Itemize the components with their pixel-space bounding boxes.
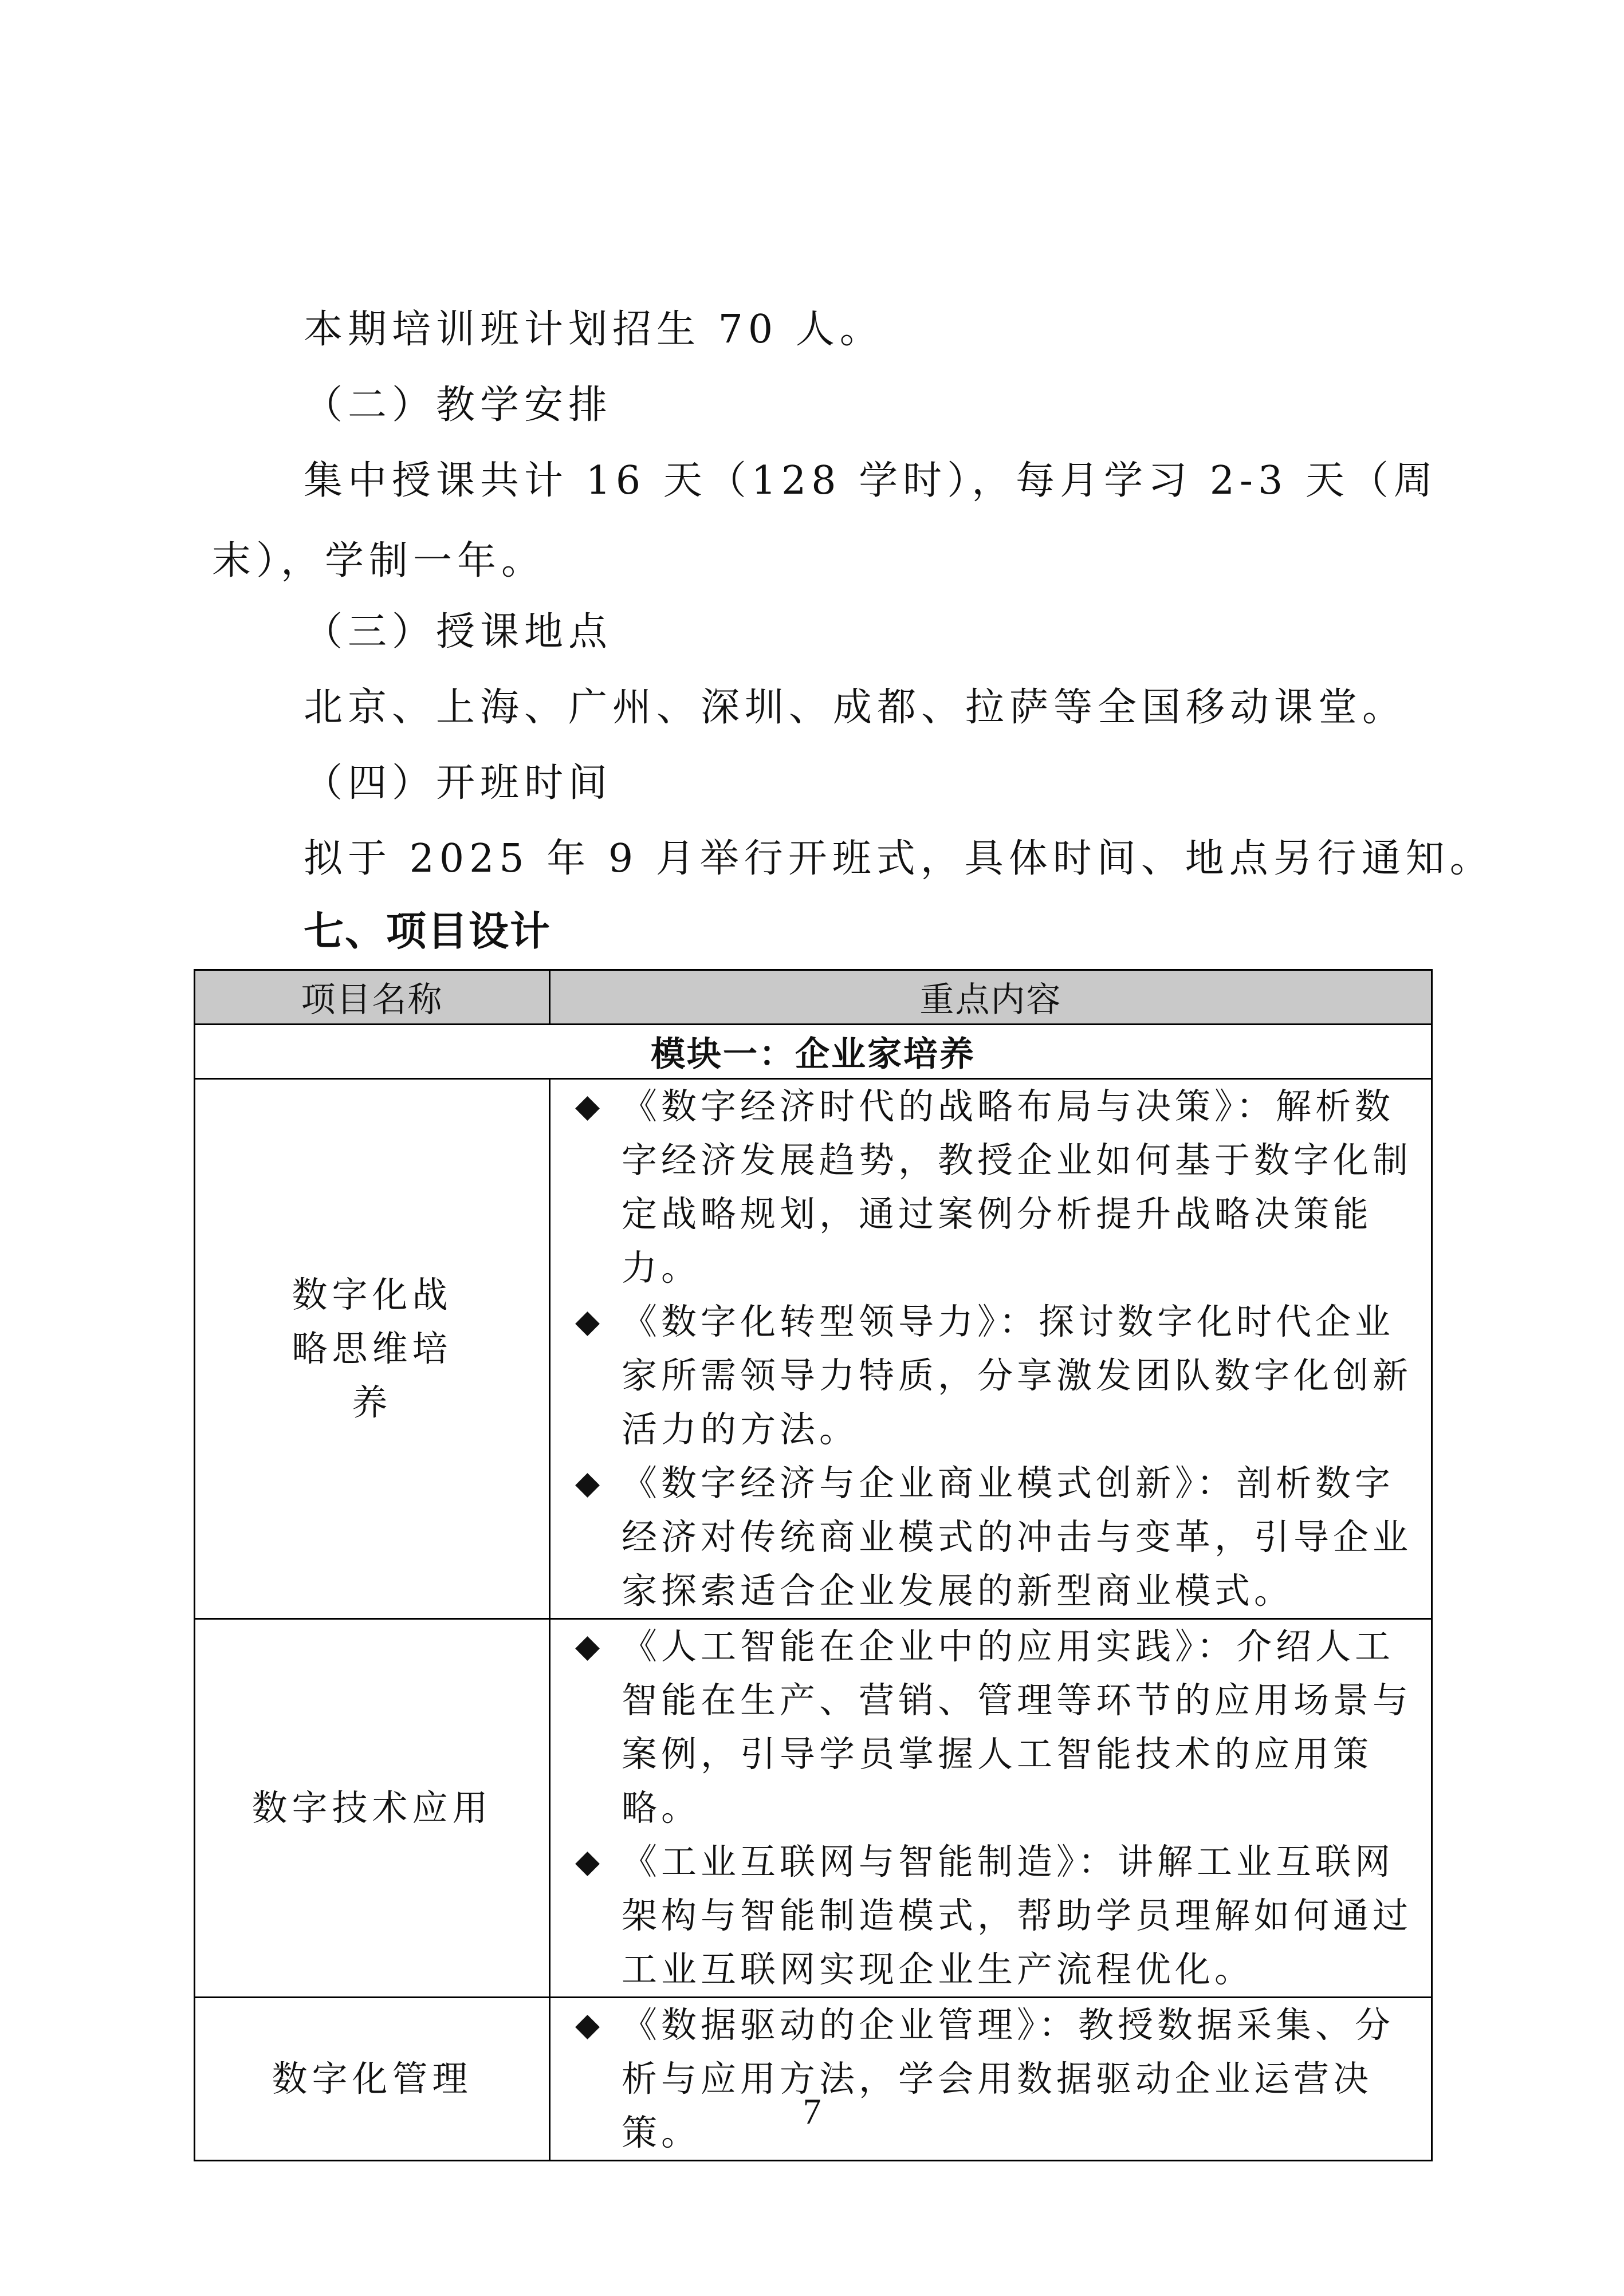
- header-key-content: 重点内容: [550, 970, 1432, 1025]
- section-heading-project-design: 七、项目设计: [304, 908, 551, 955]
- opening-time-paragraph: 拟于 2025 年 9 月举行开班式，具体时间、地点另行通知。: [304, 836, 1494, 881]
- diamond-bullet-icon: ◆: [575, 1088, 604, 1125]
- table-row: [195, 1079, 1432, 1619]
- content-item: [550, 1456, 1431, 1618]
- diamond-bullet-icon: ◆: [575, 2006, 604, 2043]
- content-item-text: 《工业互联网与智能制造》：讲解工业互联网架构与智能制造模式，帮助学员理解如何通过工业互联网实现企业生产流程优化。: [622, 1841, 1413, 1990]
- project-name-cell: [195, 1079, 550, 1619]
- content-cell: [550, 1079, 1432, 1619]
- table-header-row: [195, 970, 1432, 1025]
- heading-teaching-location: （三）授课地点: [304, 609, 613, 655]
- enrollment-paragraph: 本期培训班计划招生 70 人。: [304, 307, 884, 352]
- table-row: [195, 1619, 1432, 1998]
- diamond-bullet-icon: ◆: [575, 1843, 604, 1880]
- diamond-bullet-icon: ◆: [575, 1464, 604, 1502]
- teaching-location-paragraph: 北京、上海、广州、深圳、成都、拉萨等全国移动课堂。: [304, 685, 1407, 730]
- page-number: 7: [803, 2091, 821, 2132]
- table-row: [195, 1998, 1432, 2161]
- content-item-text: 《数字经济与企业商业模式创新》：剖析数字经济对传统商业模式的冲击与变革，引导企业家探索适合企业发展的新型商业模式。: [622, 1462, 1413, 1612]
- heading-teaching-arrangement: （二）教学安排: [304, 383, 613, 428]
- teaching-arrangement-paragraph: 集中授课共计 16 天（128 学时），每月学习 2-3 天（周末），学制一年。: [212, 458, 1438, 584]
- content-item: [550, 1295, 1431, 1456]
- content-item: [550, 1998, 1431, 2160]
- heading-opening-time: （四）开班时间: [304, 761, 613, 806]
- diamond-bullet-icon: ◆: [575, 1303, 604, 1340]
- project-name-text: 数字化战略思维培养: [292, 1274, 453, 1423]
- project-design-table: [194, 969, 1433, 2161]
- content-item-text: 《数字经济时代的战略布局与决策》：解析数字经济发展趋势，教授企业如何基于数字化制定战略规划，通过案例分析提升战略决策能力。: [622, 1085, 1413, 1289]
- diamond-bullet-icon: ◆: [575, 1628, 604, 1665]
- content-item-text: 《人工智能在企业中的应用实践》：介绍人工智能在生产、营销、管理等环节的应用场景与案例，引导学员掌握人工智能技术的应用策略。: [622, 1625, 1413, 1829]
- module-row: [195, 1025, 1432, 1079]
- content-cell: [550, 1619, 1432, 1998]
- module-title: 模块一：企业家培养: [195, 1025, 1432, 1079]
- content-item: [550, 1080, 1431, 1295]
- content-item: [550, 1620, 1431, 1835]
- content-cell: [550, 1998, 1432, 2161]
- project-name-text: 数字技术应用: [251, 1787, 493, 1829]
- header-project-name: 项目名称: [195, 970, 550, 1025]
- content-item-text: 《数字化转型领导力》：探讨数字化时代企业家所需领导力特质，分享激发团队数字化创新活力的方法。: [622, 1301, 1413, 1450]
- content-item: [550, 1835, 1431, 1996]
- project-name-cell: [195, 1619, 550, 1998]
- content-item-text: 《数据驱动的企业管理》：教授数据采集、分析与应用方法，学会用数据驱动企业运营决策。: [622, 2004, 1395, 2153]
- project-name-cell: [195, 1998, 550, 2161]
- project-name-text: 数字化管理: [272, 2058, 473, 2100]
